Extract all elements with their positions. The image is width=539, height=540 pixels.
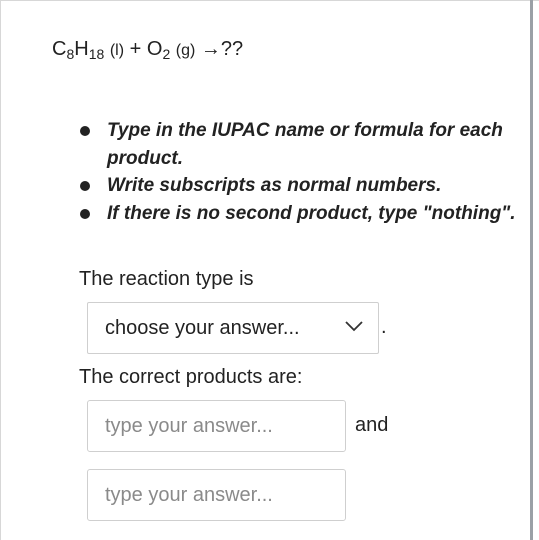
state-symbol: (l) (109, 42, 125, 59)
plus-sign: + (129, 38, 142, 60)
instruction-text: Type in the IUPAC name or formula for each product. (107, 120, 503, 169)
list-item (107, 172, 539, 200)
list-item (107, 117, 539, 172)
chemical-equation (52, 36, 243, 67)
panel-border-top (0, 0, 539, 1)
and-connector: and (355, 414, 389, 436)
state-symbol: (g) (175, 42, 196, 59)
instruction-list (79, 117, 539, 227)
instruction-text: If there is no second product, type "nothing". (107, 202, 516, 224)
sentence-period: . (381, 316, 387, 338)
element-symbol: H (74, 38, 89, 60)
reaction-arrow: → (200, 38, 221, 60)
panel-border-left (0, 0, 1, 540)
bullet-icon (80, 181, 90, 191)
bullet-icon (80, 209, 90, 219)
chevron-down-icon (344, 319, 364, 333)
select-value: choose your answer... (105, 316, 300, 339)
list-item (107, 200, 539, 228)
scrollbar[interactable] (530, 0, 533, 540)
reaction-type-label: The reaction type is (79, 268, 254, 290)
bullet-icon (80, 126, 90, 136)
element-symbol: O (146, 38, 163, 60)
reaction-type-select[interactable] (87, 302, 379, 354)
unknown-products: ?? (220, 38, 244, 60)
instruction-text: Write subscripts as normal numbers. (107, 175, 442, 196)
product-2-input[interactable] (87, 469, 346, 521)
products-label: The correct products are: (79, 366, 303, 388)
element-symbol: C (52, 38, 67, 60)
product-1-input[interactable] (87, 400, 346, 452)
subscript: 8 (66, 46, 75, 62)
subscript: 2 (162, 46, 171, 62)
subscript: 18 (88, 46, 105, 62)
